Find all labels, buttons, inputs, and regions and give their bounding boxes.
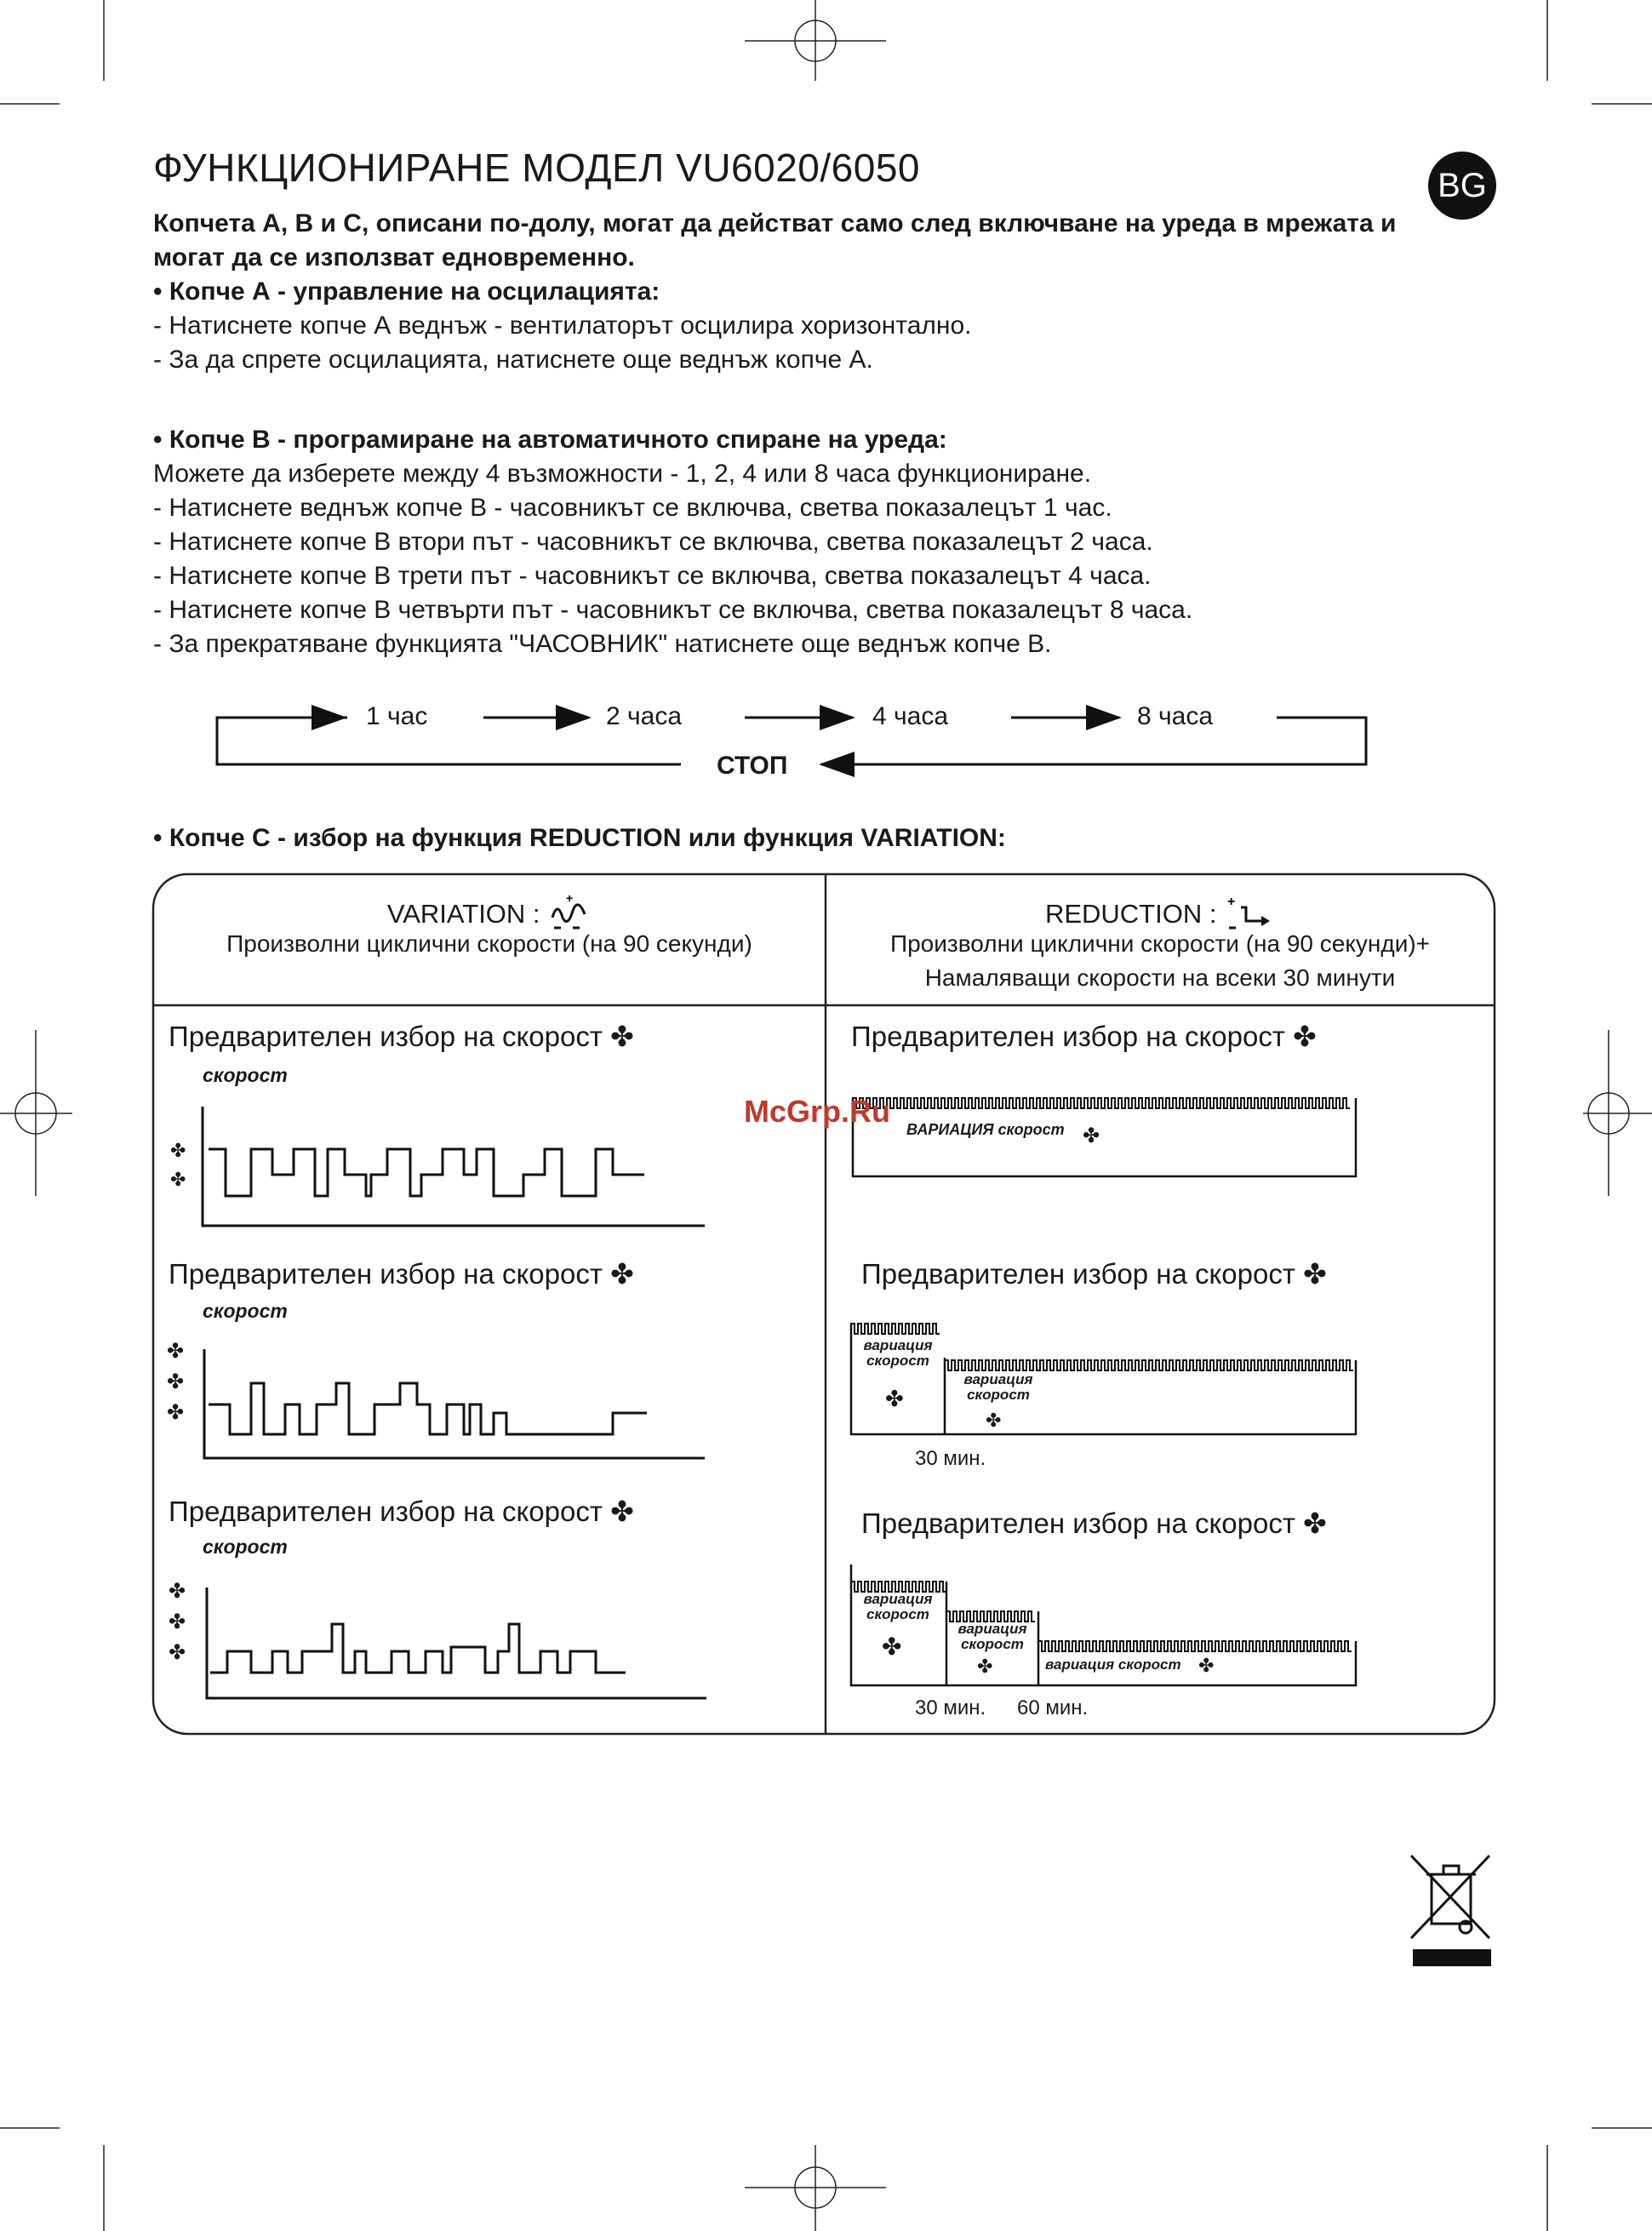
preselect-label: Предварителен избор на скорост	[861, 1258, 1295, 1290]
reduction-title: REDUCTION :	[1044, 899, 1217, 929]
min-60: 60 мин.	[1017, 1696, 1089, 1719]
button-a-heading: • Копче А - управление на осцилацията:	[153, 277, 660, 306]
variation-word: вариация	[963, 1371, 1033, 1387]
timer-8h: 8 часа	[1137, 702, 1214, 730]
variation-word: вариация	[957, 1621, 1027, 1637]
reduction-desc-1: Произволни циклични скорости (на 90 секунди)+	[889, 930, 1431, 957]
preselect-label: Предварителен избор на скорост	[861, 1507, 1295, 1539]
fan-icon: ✤	[1083, 1124, 1100, 1147]
variation-word: вариация	[863, 1591, 933, 1607]
speed-label: скорост	[203, 1300, 288, 1322]
fan-icon: ✤ ✤ ✤	[169, 1580, 186, 1664]
speed-label: скорост	[203, 1064, 288, 1086]
timer-1h: 1 час	[366, 702, 428, 730]
button-a-line-2: - За да спрете осцилацията, натиснете още веднъж копче А.	[153, 346, 873, 374]
variation-speed-inline: вариация скорост	[1045, 1656, 1181, 1673]
language-badge: BG	[1428, 152, 1496, 220]
variation-caps-label: ВАРИАЦИЯ скорост	[906, 1121, 1065, 1138]
preselect-label: Предварителен избор на скорост	[169, 1021, 603, 1052]
fan-icon: ✤	[1198, 1655, 1215, 1676]
reduction-desc-2: Намаляващи скорости на всеки 30 минути	[924, 964, 1396, 991]
fan-icon: ✤	[882, 1633, 902, 1660]
fan-icon: ✤	[610, 1496, 634, 1527]
min-30: 30 мин.	[915, 1447, 986, 1470]
variation-desc: Произволни циклични скорости (на 90 секунди)	[226, 930, 752, 957]
fan-icon: ✤	[1303, 1258, 1327, 1290]
speed-label: скорост	[203, 1536, 288, 1558]
watermark: McGrp.Ru	[744, 1094, 891, 1129]
button-b-line-2: - Натиснете веднъж копче В - часовникът се включва, светва показалецът 1 час.	[153, 494, 1112, 522]
preselect-label: Предварителен избор на скорост	[169, 1496, 603, 1527]
svg-text:+: +	[1227, 895, 1236, 909]
fan-icon: ✤	[610, 1258, 634, 1290]
button-c-heading: • Копче С - избор на функция REDUCTION или функция VARIATION:	[153, 824, 1006, 853]
button-b-line-3: - Натиснете копче В втори път - часовникът се включва, светва показалецът 2 часа.	[153, 528, 1153, 556]
page-title: ФУНКЦИОНИРАНЕ МОДЕЛ VU6020/6050	[153, 146, 920, 190]
button-b-line-6: - За прекратяване функцията "ЧАСОВНИК" натиснете още веднъж копче В.	[153, 630, 1052, 658]
fan-icon: ✤	[1303, 1507, 1327, 1539]
timer-stop: СТОП	[717, 752, 788, 780]
variation-word: вариация	[863, 1337, 933, 1353]
speed-word: скорост	[961, 1636, 1024, 1652]
preselect-label: Предварителен избор на скорост	[169, 1258, 603, 1290]
speed-word: скорост	[866, 1353, 929, 1369]
button-b-line-4: - Натиснете копче В трети път - часовникът се включва, светва показалецът 4 часа.	[153, 562, 1152, 590]
preselect-label: Предварителен избор на скорост	[851, 1021, 1285, 1052]
fan-icon: ✤	[977, 1656, 993, 1677]
fan-icon: ✤	[885, 1386, 904, 1411]
fan-icon: ✤	[986, 1410, 1002, 1431]
weee-bin-icon	[1404, 1849, 1498, 1968]
fan-icon: ✤	[1293, 1021, 1317, 1052]
speed-word: скорост	[866, 1606, 929, 1622]
fan-icon: ✤ ✤	[170, 1140, 186, 1190]
intro-line-2: могат да се използват едновременно.	[153, 243, 635, 272]
button-b-line-5: - Натиснете копче В четвърти път - часовникът се включва, светва показалецът 8 часа.	[153, 596, 1193, 624]
button-a-line-1: - Натиснете копче А веднъж - вентилаторът осцилира хоризонтално.	[153, 312, 972, 340]
speed-word: скорост	[967, 1387, 1030, 1403]
min-30: 30 мин.	[915, 1696, 986, 1719]
timer-4h: 4 часа	[872, 702, 949, 730]
fan-icon: ✤ ✤ ✤	[167, 1340, 185, 1424]
button-b-line-1: Можете да изберете между 4 възможности - 1, 2, 4 или 8 часа функциониране.	[153, 460, 1092, 488]
fan-icon: ✤	[610, 1021, 634, 1052]
variation-title: VARIATION :	[386, 899, 540, 929]
svg-text:+: +	[566, 894, 574, 905]
timer-2h: 2 часа	[606, 702, 683, 730]
button-b-heading: • Копче В - програмиране на автоматичното спиране на уреда:	[153, 426, 947, 455]
intro-line-1: Копчета А, В и С, описани по-долу, могат да действат само след включване на уреда в мрежата и	[153, 209, 1397, 237]
comb-pattern	[851, 1098, 1353, 1651]
